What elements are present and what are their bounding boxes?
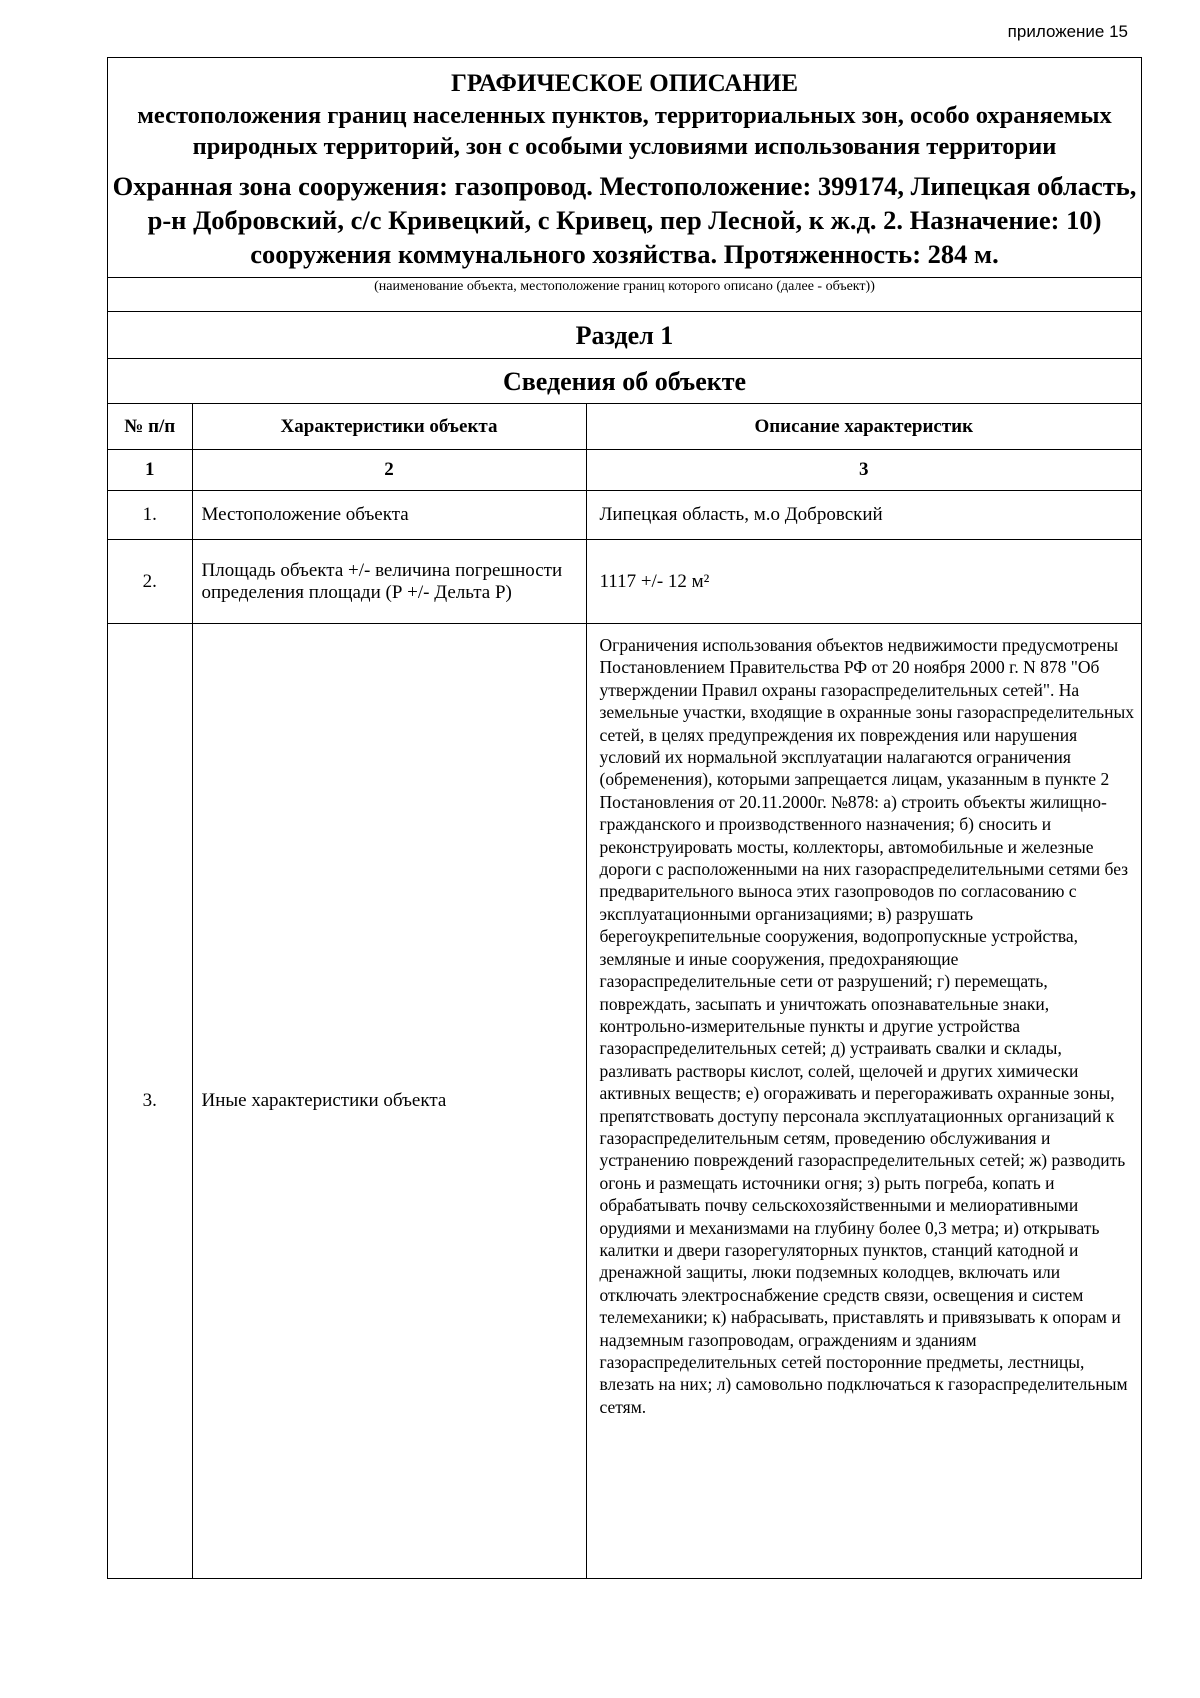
column-number: 1 [108,450,192,491]
document-header [108,58,1141,277]
object-caption: (наименование объекта, местоположение границ которого описано (далее - объект)) [108,277,1141,312]
row-description: Липецкая область, м.о Добровский [586,491,1141,540]
row-characteristic: Местоположение объекта [192,491,586,540]
table-row [108,624,1141,1579]
header-cell-description: Описание характеристик [586,404,1141,450]
table-header-row [108,404,1141,450]
object-description: Охранная зона сооружения: газопровод. Местоположение: 399174, Липецкая область, р-н Добровский, с/с Кривецкий, с Кривец, пер Лесной, к ж.д. 2. Назначение: 10) сооружения коммунального хозяйства. Протяженность: 284 м. [112,171,1137,269]
table-row [108,491,1141,540]
document-subtitle: местоположения границ населенных пунктов, территориальных зон, особо охраняемых природных территорий, зон с особыми условиями использования территории [137,102,1112,160]
row-number: 2. [108,540,192,624]
column-number: 3 [586,450,1141,491]
header-cell-characteristic: Характеристики объекта [192,404,586,450]
row-number: 3. [108,624,192,1579]
row-number: 1. [108,491,192,540]
row-description: Ограничения использования объектов недвижимости предусмотрены Постановлением Правительства РФ от 20 ноября 2000 г. N 878 "Об утверждении Правил охраны газораспределительных сетей". На земельные участки, входящие в охранные зоны газораспределительных сетей, в целях предупреждения их повреждения или нарушения условий их нормальной эксплуатации налагаются ограничения (обременения), которыми запрещается лицам, указанным в пункте 2 Постановления от 20.11.2000г. №878: а) строить объекты жилищно-гражданского и производственного назначения; б) сносить и реконструировать мосты, коллекторы, автомобильные и железные дороги с расположенными на них газораспределительными сетями без предварительного выноса этих газопроводов по согласованию с эксплуатационными организациями; в) разрушать берегоукрепительные сооружения, водопропускные устройства, земляные и иные сооружения, предохраняющие газораспределительные сети от разрушений; г) перемещать, повреждать, засыпать и уничтожать опознавательные знаки, контрольно-измерительные пункты и другие устройства газораспределительных сетей; д) устраивать свалки и склады, разливать растворы кислот, солей, щелочей и других химически активных веществ; е) огораживать и перегораживать охранные зоны, препятствовать доступу персонала эксплуатационных организаций к газораспределительным сетям, проведению обслуживания и устранению повреждений газораспределительных сетей; ж) разводить огонь и размещать источники огня; з) рыть погреба, копать и обрабатывать почву сельскохозяйственными и мелиоративными орудиями и механизмами на глубину более 0,3 метра; и) открывать калитки и двери газорегуляторных пунктов, станций катодной и дренажной защиты, люки подземных колодцев, включать или отключать электроснабжение средств связи, освещения и систем телемеханики; к) набрасывать, приставлять и привязывать к опорам и надземным газопроводам, ограждениям и зданиям газораспределительных сетей посторонние предметы, лестницы, влезать на них; л) самовольно подключаться к газораспределительным сетям. [586,624,1141,1579]
row-characteristic: Иные характеристики объекта [192,624,586,1579]
column-number-row [108,450,1141,491]
column-number: 2 [192,450,586,491]
object-table [108,404,1141,1579]
section-subtitle: Сведения об объекте [108,359,1141,404]
appendix-label: приложение 15 [1007,22,1128,41]
document-frame [107,57,1142,1579]
table-row [108,540,1141,624]
section-title: Раздел 1 [108,312,1141,359]
document-title: ГРАФИЧЕСКОЕ ОПИСАНИЕ [450,70,799,97]
row-description: 1117 +/- 12 м² [586,540,1141,624]
row-characteristic: Площадь объекта +/- величина погрешности определения площади (Р +/- Дельта Р) [192,540,586,624]
header-cell-num: № п/п [108,404,192,450]
